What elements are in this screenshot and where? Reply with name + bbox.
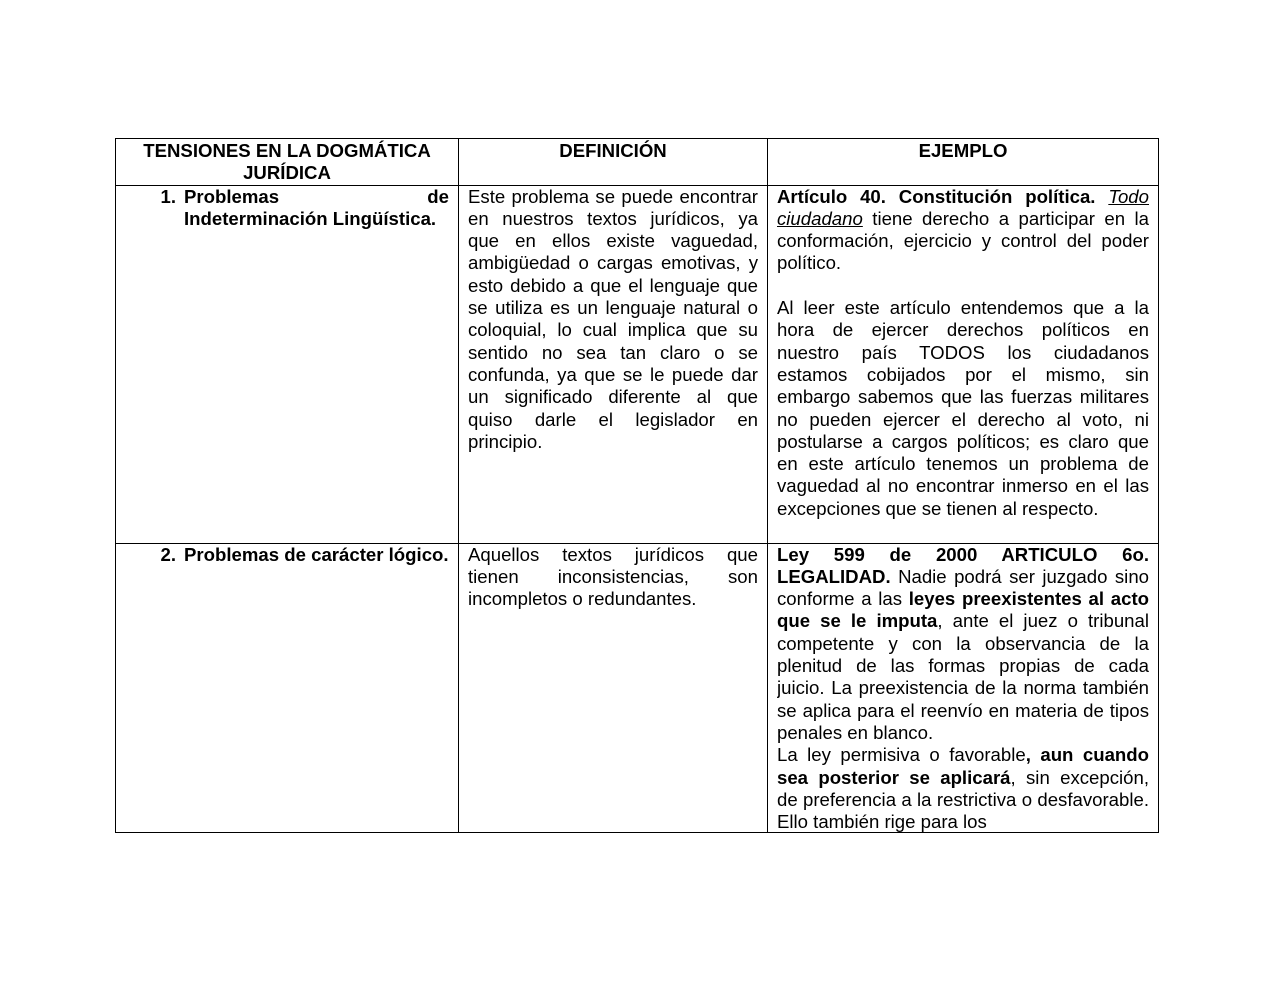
example-paragraph-1 [777,186,1149,275]
header-example: EJEMPLO [768,139,1159,186]
table-header-row [116,139,1159,186]
tension-title: Problemas de Indeterminación Lingüística. [184,185,449,229]
table-row [116,185,1159,543]
law-reference: Ley 599 de 2000 ARTICULO 6o. LEGALIDAD. [777,543,1149,587]
tension-number: 1. [160,185,176,207]
example-cell [768,543,1159,832]
definition-cell: Aquellos textos jurídicos que tienen inconsistencias, son incompletos o redundantes. [459,543,768,832]
example-cell [768,185,1159,543]
emphasis-text: , aun cuando sea posterior se aplicará [777,744,1149,788]
example-paragraph-2: Al leer este artículo entendemos que a la hora de ejercer derechos políticos en nuestro país TODOS los ciudadanos estamos cobijados por el mismo, sin embargo sabemos que las fuerzas militares no pueden ejercer el derecho al voto, ni postularse a cargos políticos; es claro que en este artículo tenemos un problema de vaguedad al no encontrar inmerso en el las excepciones que se tienen al respecto. [777,297,1149,519]
tensions-table [115,138,1159,833]
definition-cell: Este problema se puede encontrar en nuestros textos jurídicos, ya que en ellos existe vaguedad, ambigüedad o cargas emotivas, y esto debido a que el lenguaje que se utiliza es un lenguaje natural o coloquial, lo cual implica que su sentido no sea tan claro o se confunda, ya que se le puede dar un significado diferente al que quiso darle el legislador en principio. [459,185,768,543]
tension-cell [116,543,459,832]
underlined-phrase: Todo ciudadano [777,185,1149,229]
article-reference: Artículo 40. Constitución política. [777,185,1096,207]
tension-number: 2. [160,543,176,565]
tension-title: Problemas de carácter lógico. [184,543,449,565]
article-text: tiene derecho a participar en la conformación, ejercicio y control del poder político. [777,207,1149,274]
header-tensions: TENSIONES EN LA DOGMÁTICA JURÍDICA [116,139,459,186]
tension-cell [116,185,459,543]
header-definition: DEFINICIÓN [459,139,768,186]
table-row [116,543,1159,832]
example-text: Ley 599 de 2000 ARTICULO 6o. LEGALIDAD. Nadie podrá ser juzgado sino conforme a las leyes preexistentes al acto que se le imputa, ante el juez o tribunal competente y con la observancia de la plenitud de las formas propias de cada juicio. La preexistencia de la norma también se aplica para el reenvío en materia de tipos penales en blanco. La ley permisiva o favorable, aun cuando sea posterior se aplicará, sin excepción, de preferencia a la restrictiva o desfavorable. Ello también rige para los [777,543,1149,832]
emphasis-text: leyes preexistentes al acto que se le imputa [777,588,1149,632]
